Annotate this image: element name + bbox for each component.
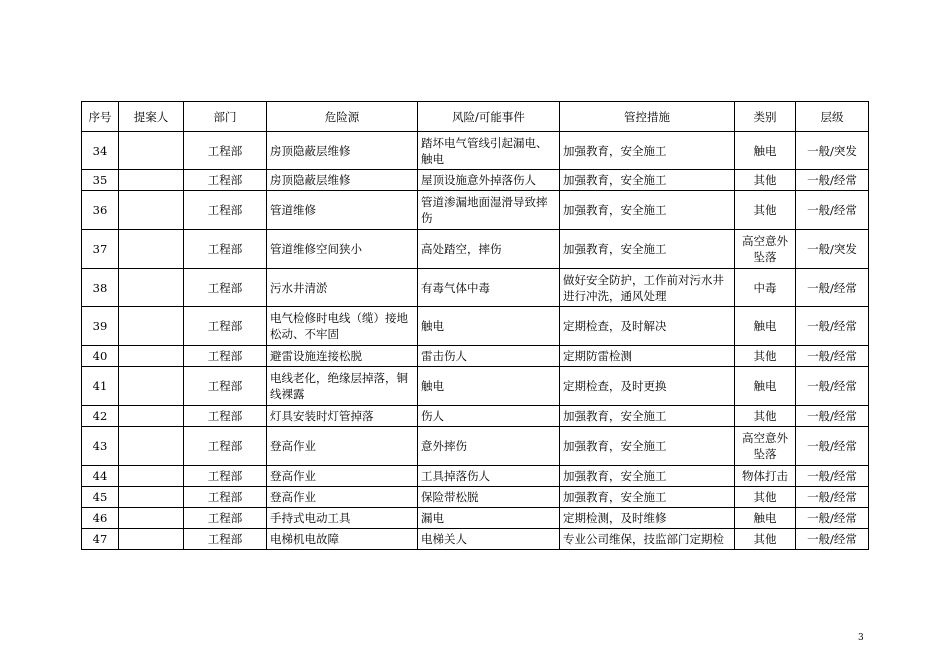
cell-risk: 有毒气体中毒 — [418, 269, 560, 307]
cell-proposer — [119, 230, 184, 269]
cell-category: 中毒 — [735, 269, 796, 307]
cell-control: 定期检查，及时解决 — [560, 307, 735, 346]
table-row — [82, 269, 869, 307]
cell-dept: 工程部 — [184, 367, 267, 406]
cell-control: 加强教育，安全施工 — [560, 427, 735, 466]
cell-risk: 触电 — [418, 367, 560, 406]
cell-risk: 伤人 — [418, 406, 560, 427]
cell-hazard: 电梯机电故障 — [267, 529, 418, 550]
cell-category: 其他 — [735, 170, 796, 191]
cell-control: 加强教育，安全施工 — [560, 487, 735, 508]
cell-level: 一般/经常 — [796, 307, 869, 346]
cell-hazard: 登高作业 — [267, 466, 418, 487]
table-row — [82, 529, 869, 550]
cell-category: 高空意外坠落 — [735, 230, 796, 269]
cell-proposer — [119, 269, 184, 307]
cell-level: 一般/突发 — [796, 230, 869, 269]
cell-hazard: 电线老化，绝缘层掉落，铜线裸露 — [267, 367, 418, 406]
table-row — [82, 132, 869, 170]
cell-dept: 工程部 — [184, 529, 267, 550]
table-row — [82, 466, 869, 487]
header-dept: 部门 — [184, 102, 267, 132]
cell-hazard: 污水井清淤 — [267, 269, 418, 307]
cell-no: 37 — [82, 230, 119, 269]
header-control: 管控措施 — [560, 102, 735, 132]
cell-risk: 触电 — [418, 307, 560, 346]
header-proposer: 提案人 — [119, 102, 184, 132]
cell-no: 41 — [82, 367, 119, 406]
header-category: 类别 — [735, 102, 796, 132]
table-row — [82, 427, 869, 466]
table-row — [82, 487, 869, 508]
cell-dept: 工程部 — [184, 230, 267, 269]
cell-category: 其他 — [735, 406, 796, 427]
cell-control: 加强教育，安全施工 — [560, 406, 735, 427]
cell-control: 加强教育，安全施工 — [560, 466, 735, 487]
table-row — [82, 346, 869, 367]
cell-no: 43 — [82, 427, 119, 466]
cell-category: 触电 — [735, 307, 796, 346]
cell-proposer — [119, 307, 184, 346]
cell-proposer — [119, 427, 184, 466]
cell-no: 34 — [82, 132, 119, 170]
cell-category: 其他 — [735, 529, 796, 550]
cell-level: 一般/突发 — [796, 132, 869, 170]
cell-level: 一般/经常 — [796, 466, 869, 487]
cell-control: 定期检查，及时更换 — [560, 367, 735, 406]
cell-no: 45 — [82, 487, 119, 508]
cell-no: 36 — [82, 191, 119, 230]
cell-risk: 工具掉落伤人 — [418, 466, 560, 487]
cell-dept: 工程部 — [184, 406, 267, 427]
cell-risk: 保险带松脱 — [418, 487, 560, 508]
cell-no: 42 — [82, 406, 119, 427]
cell-category: 触电 — [735, 132, 796, 170]
cell-control: 加强教育，安全施工 — [560, 170, 735, 191]
cell-level: 一般/经常 — [796, 346, 869, 367]
cell-level: 一般/经常 — [796, 269, 869, 307]
cell-level: 一般/经常 — [796, 508, 869, 529]
cell-no: 47 — [82, 529, 119, 550]
table-row — [82, 367, 869, 406]
cell-risk: 雷击伤人 — [418, 346, 560, 367]
cell-proposer — [119, 132, 184, 170]
cell-risk: 电梯关人 — [418, 529, 560, 550]
cell-proposer — [119, 487, 184, 508]
cell-proposer — [119, 170, 184, 191]
cell-level: 一般/经常 — [796, 487, 869, 508]
cell-hazard: 房顶隐蔽层维修 — [267, 132, 418, 170]
cell-risk: 踏坏电气管线引起漏电、触电 — [418, 132, 560, 170]
cell-no: 39 — [82, 307, 119, 346]
cell-proposer — [119, 346, 184, 367]
cell-risk: 漏电 — [418, 508, 560, 529]
cell-dept: 工程部 — [184, 191, 267, 230]
cell-proposer — [119, 529, 184, 550]
cell-hazard: 灯具安装时灯管掉落 — [267, 406, 418, 427]
cell-risk: 高处踏空，摔伤 — [418, 230, 560, 269]
cell-proposer — [119, 466, 184, 487]
table-row — [82, 307, 869, 346]
cell-hazard: 管道维修 — [267, 191, 418, 230]
table-row — [82, 508, 869, 529]
header-level: 层级 — [796, 102, 869, 132]
cell-risk: 意外摔伤 — [418, 427, 560, 466]
cell-control: 加强教育，安全施工 — [560, 132, 735, 170]
cell-dept: 工程部 — [184, 132, 267, 170]
table-row — [82, 406, 869, 427]
cell-level: 一般/经常 — [796, 529, 869, 550]
cell-proposer — [119, 508, 184, 529]
cell-level: 一般/经常 — [796, 170, 869, 191]
cell-dept: 工程部 — [184, 170, 267, 191]
cell-category: 触电 — [735, 367, 796, 406]
cell-control: 专业公司维保，技监部门定期检 — [560, 529, 735, 550]
cell-dept: 工程部 — [184, 346, 267, 367]
cell-proposer — [119, 367, 184, 406]
cell-control: 做好安全防护，工作前对污水井进行冲洗，通风处理 — [560, 269, 735, 307]
cell-category: 物体打击 — [735, 466, 796, 487]
cell-hazard: 登高作业 — [267, 487, 418, 508]
cell-level: 一般/经常 — [796, 367, 869, 406]
cell-control: 定期防雷检测 — [560, 346, 735, 367]
table-row — [82, 191, 869, 230]
cell-control: 加强教育，安全施工 — [560, 230, 735, 269]
page-number: 3 — [858, 633, 864, 643]
cell-hazard: 手持式电动工具 — [267, 508, 418, 529]
header-risk: 风险/可能事件 — [418, 102, 560, 132]
cell-category: 高空意外坠落 — [735, 427, 796, 466]
cell-dept: 工程部 — [184, 466, 267, 487]
cell-dept: 工程部 — [184, 427, 267, 466]
cell-hazard: 登高作业 — [267, 427, 418, 466]
cell-category: 其他 — [735, 346, 796, 367]
cell-proposer — [119, 191, 184, 230]
cell-level: 一般/经常 — [796, 427, 869, 466]
cell-dept: 工程部 — [184, 307, 267, 346]
cell-hazard: 管道维修空间狭小 — [267, 230, 418, 269]
table-row — [82, 170, 869, 191]
cell-risk: 屋顶设施意外掉落伤人 — [418, 170, 560, 191]
table-header — [82, 102, 869, 132]
table-body — [82, 132, 869, 550]
cell-category: 其他 — [735, 191, 796, 230]
hazard-table — [81, 101, 869, 550]
cell-level: 一般/经常 — [796, 191, 869, 230]
header-hazard: 危险源 — [267, 102, 418, 132]
cell-control: 加强教育，安全施工 — [560, 191, 735, 230]
cell-level: 一般/经常 — [796, 406, 869, 427]
cell-category: 触电 — [735, 508, 796, 529]
cell-no: 40 — [82, 346, 119, 367]
cell-no: 38 — [82, 269, 119, 307]
table-row — [82, 230, 869, 269]
cell-no: 35 — [82, 170, 119, 191]
cell-dept: 工程部 — [184, 508, 267, 529]
cell-dept: 工程部 — [184, 487, 267, 508]
cell-category: 其他 — [735, 487, 796, 508]
cell-hazard: 避雷设施连接松脱 — [267, 346, 418, 367]
cell-hazard: 电气检修时电线（缆）接地松动、不牢固 — [267, 307, 418, 346]
cell-no: 46 — [82, 508, 119, 529]
cell-dept: 工程部 — [184, 269, 267, 307]
cell-hazard: 房顶隐蔽层维修 — [267, 170, 418, 191]
cell-risk: 管道渗漏地面湿滑导致摔伤 — [418, 191, 560, 230]
header-row — [82, 102, 869, 132]
cell-proposer — [119, 406, 184, 427]
header-no: 序号 — [82, 102, 119, 132]
cell-control: 定期检测，及时维修 — [560, 508, 735, 529]
cell-no: 44 — [82, 466, 119, 487]
